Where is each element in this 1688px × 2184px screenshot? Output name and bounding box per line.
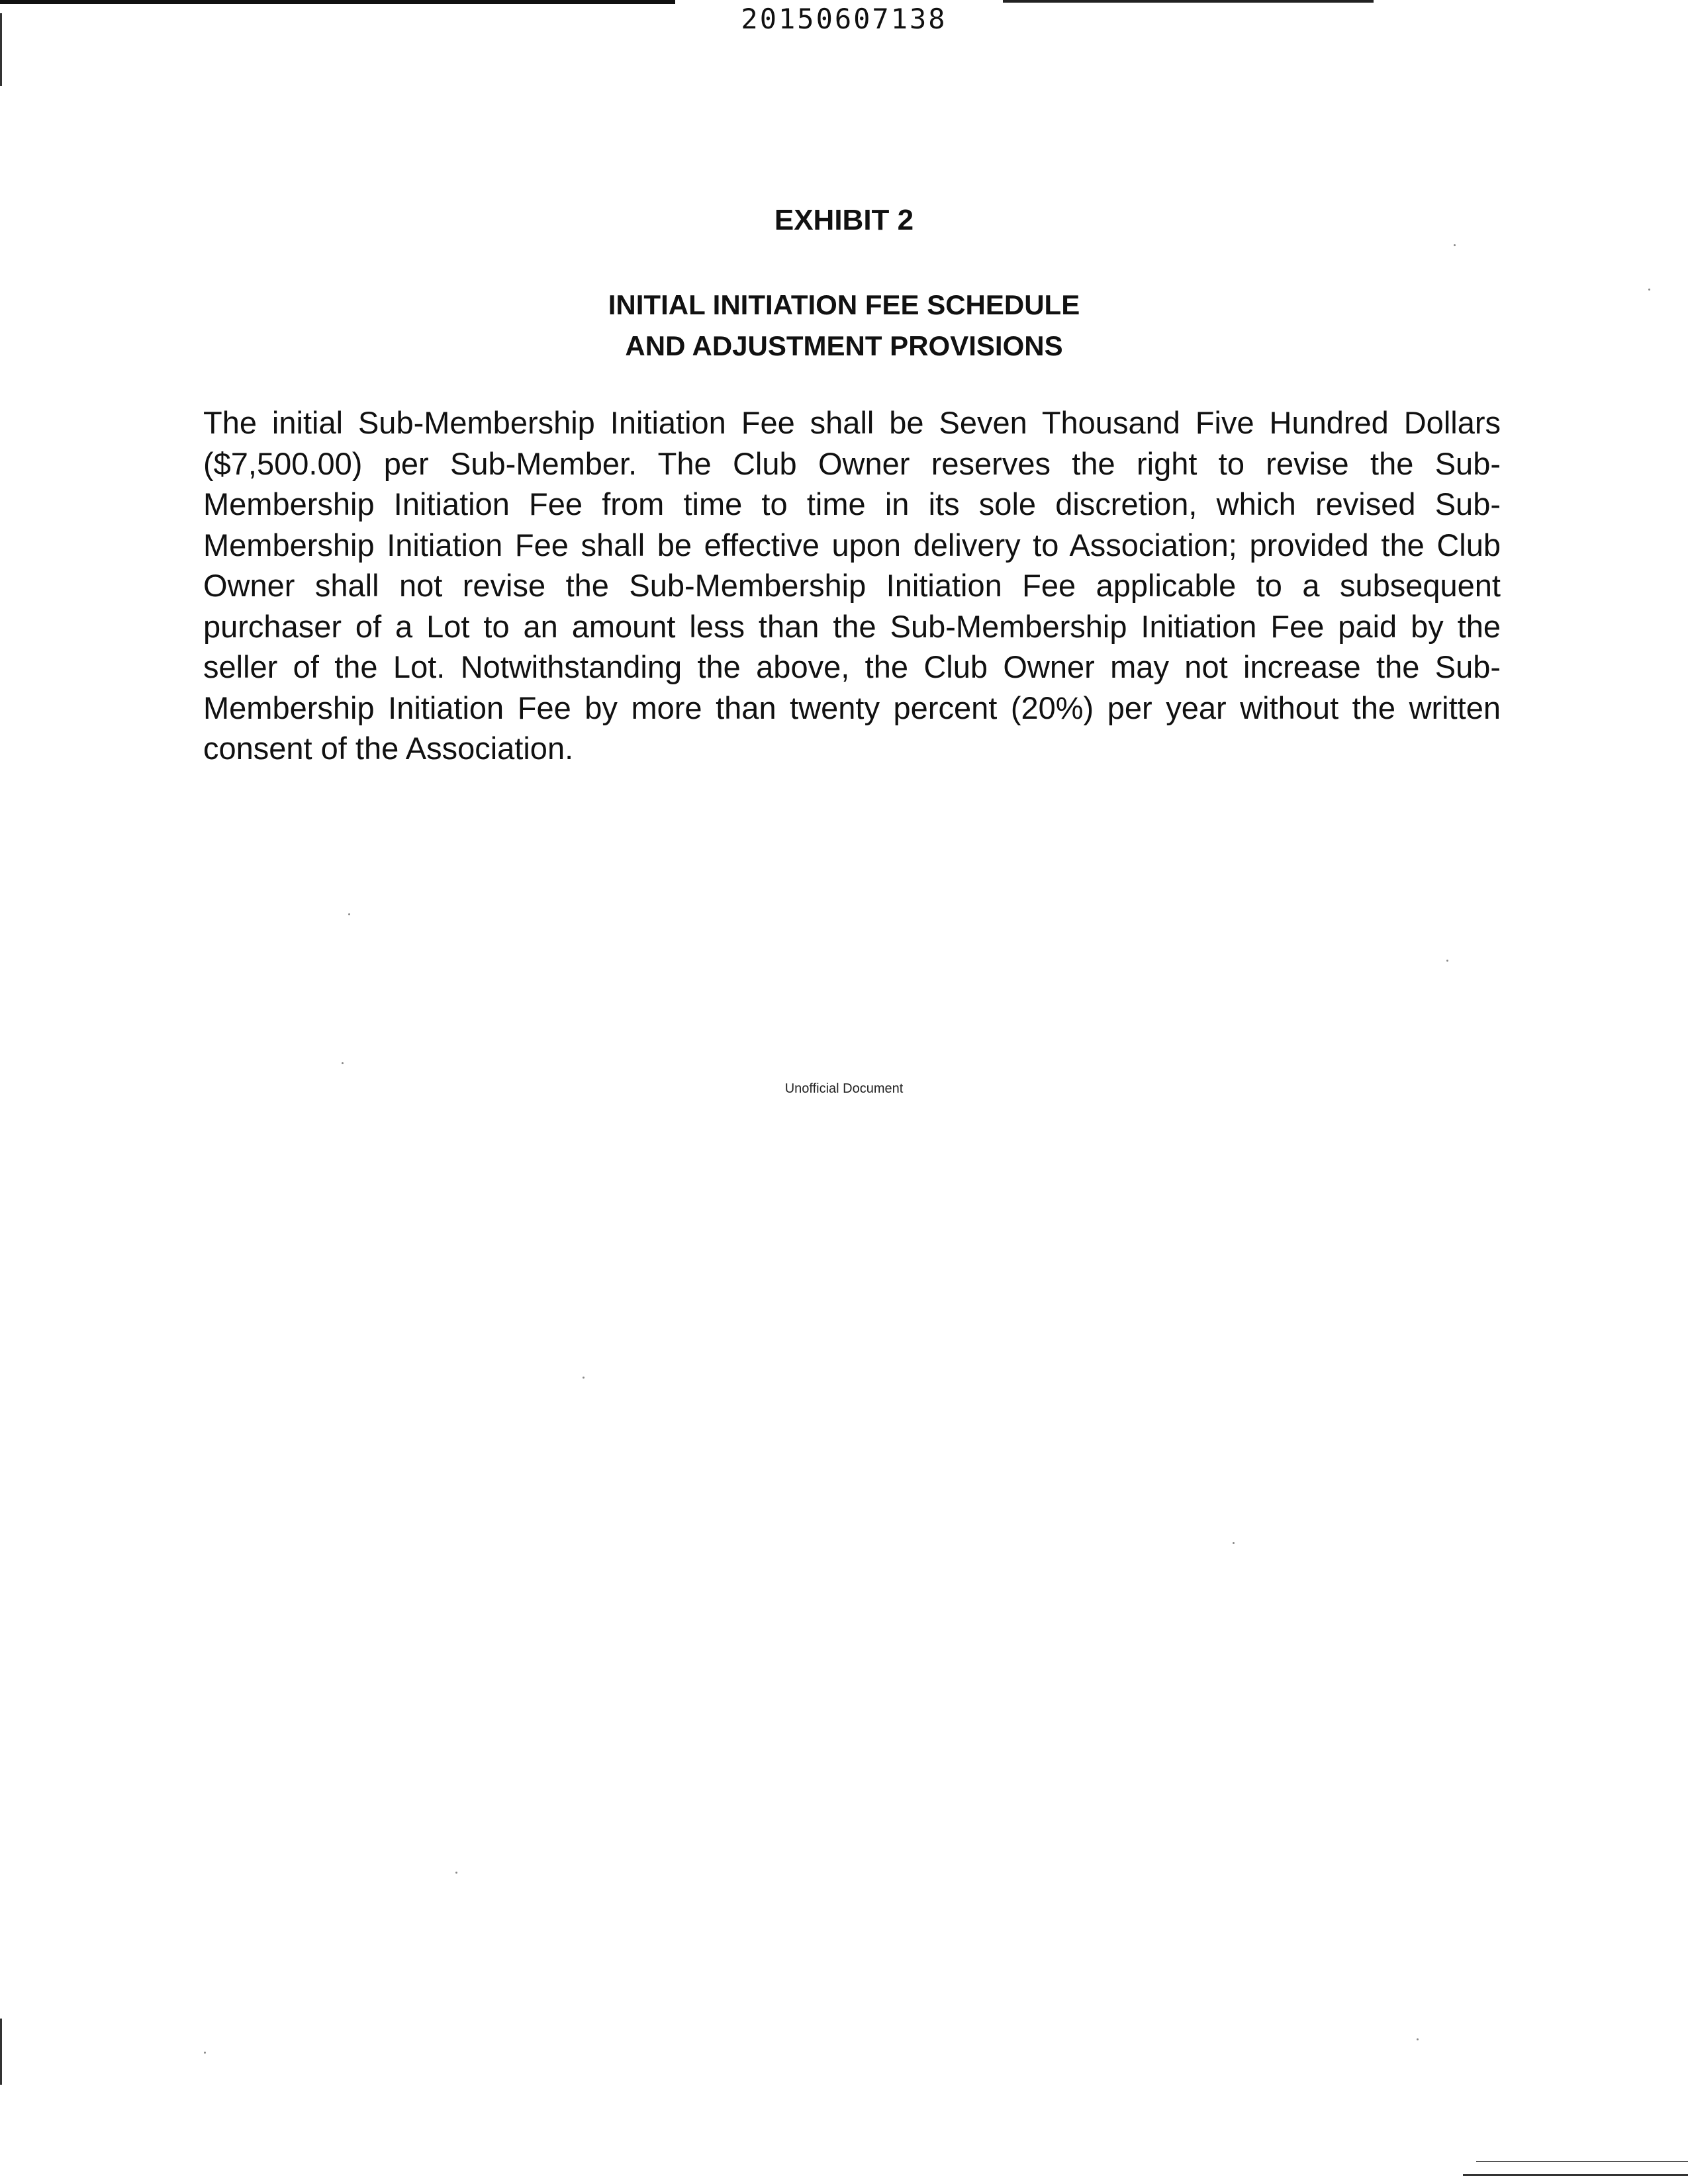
bottom-border-line (1463, 2174, 1688, 2176)
unofficial-watermark: Unofficial Document (784, 1081, 904, 1096)
exhibit-title: EXHIBIT 2 (774, 204, 914, 236)
scan-speck (204, 2052, 206, 2054)
heading-line-2: AND ADJUSTMENT PROVISIONS (625, 330, 1063, 361)
scan-speck (342, 1062, 344, 1064)
document-number: 20150607138 (741, 3, 947, 35)
scan-speck (348, 913, 350, 915)
body-paragraph: The initial Sub-Membership Initiation Fee shall be Seven Thousand Five Hundred Dollars ($7,500.00) per Sub-Member. The Club Owner reserves the right to revise the Sub-Membership Initiation Fee from time to time in its sole discretion, which revised Sub-Membership Initiation Fee shall be effective upon delivery to Association; provided the Club Owner shall not revise the Sub-Membership Initiation Fee applicable to a subsequent purchaser of a Lot to an amount less than the Sub-Membership Initiation Fee paid by the seller of the Lot. Notwithstanding the above, the Club Owner may not increase the Sub-Membership Initiation Fee by more than twenty percent (20%) per year without the written consent of the Association. (203, 405, 1501, 766)
scan-speck (1454, 244, 1456, 246)
scan-speck (1417, 2038, 1419, 2040)
bottom-border-line (1476, 2161, 1688, 2162)
scan-speck (583, 1377, 585, 1379)
scan-speck (1648, 289, 1650, 291)
section-heading (0, 285, 1688, 367)
scan-edge-mark (0, 2019, 2, 2085)
scan-speck (1233, 1542, 1235, 1544)
scan-speck (455, 1872, 457, 1874)
heading-line-1: INITIAL INITIATION FEE SCHEDULE (608, 289, 1080, 320)
scan-speck (1446, 960, 1448, 962)
